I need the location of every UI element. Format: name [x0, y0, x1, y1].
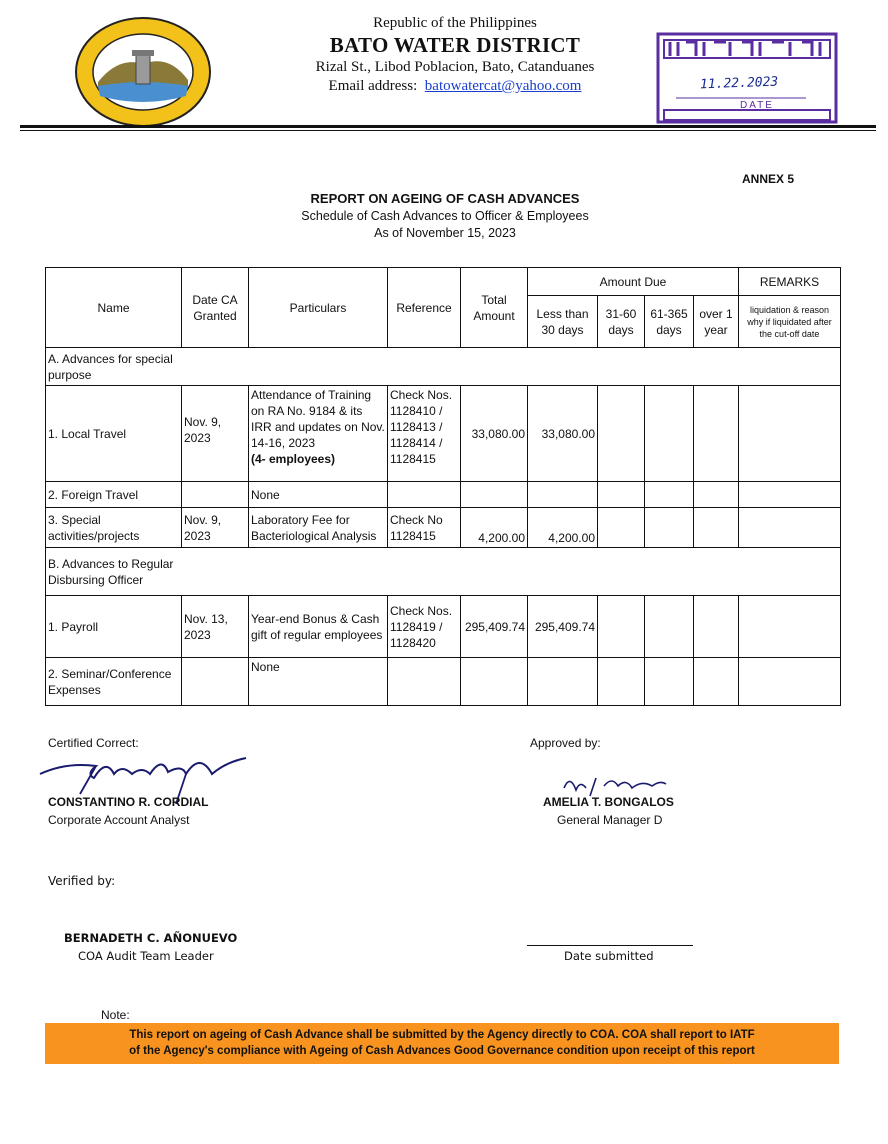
bato-water-district-seal — [74, 16, 212, 128]
row-date: Nov. 9, 2023 — [182, 386, 249, 482]
section-b-label: B. Advances to Regular Disbursing Officer — [48, 556, 174, 587]
header-row-1 — [46, 268, 841, 296]
col-date-granted: Date CA Granted — [182, 268, 249, 348]
row-less-30: 4,200.00 — [528, 508, 598, 548]
row-date: Nov. 9, 2023 — [182, 508, 249, 548]
verified-by-label: Verified by: — [48, 874, 116, 888]
report-title: REPORT ON AGEING OF CASH ADVANCES — [310, 191, 580, 206]
table-row — [46, 386, 841, 482]
letterhead — [270, 14, 640, 96]
col-name: Name — [46, 268, 182, 348]
note-label: Note: — [101, 1008, 130, 1022]
col-remarks-sub: liquidation & reason why if liquidated after the cut-off date — [739, 296, 841, 348]
approved-title: General Manager D — [557, 813, 663, 827]
section-a-label: A. Advances for special purpose — [48, 351, 173, 382]
annex-label: ANNEX 5 — [742, 172, 795, 186]
row-total: 33,080.00 — [461, 386, 528, 482]
agency-name: BATO WATER DISTRICT — [329, 33, 581, 57]
table-row — [46, 596, 841, 658]
stamp-date-word: DATE — [740, 100, 774, 111]
verified-name: BERNADETH C. AÑONUEVO — [64, 931, 238, 945]
row-particulars: Year-end Bonus & Cash gift of regular employees — [249, 596, 388, 658]
row-date: Nov. 13, 2023 — [182, 596, 249, 658]
row-less-30: 295,409.74 — [528, 596, 598, 658]
row-name: 1. Payroll — [46, 596, 182, 658]
republic-line: Republic of the Philippines — [373, 15, 537, 31]
letterhead-rule — [20, 125, 876, 128]
cash-advances-table — [45, 267, 841, 706]
note-line-2: of the Agency's compliance with Ageing of Cash Advances Good Governance condition upon receipt of this report — [129, 1045, 755, 1057]
row-particulars: Laboratory Fee for Bacteriological Analysis — [249, 508, 388, 548]
approved-by-label: Approved by: — [530, 736, 601, 750]
report-as-of: As of November 15, 2023 — [374, 226, 516, 240]
report-subtitle: Schedule of Cash Advances to Officer & Employees — [301, 209, 589, 223]
row-total: 4,200.00 — [461, 508, 528, 548]
row-reference: Check No 1128415 — [388, 508, 461, 548]
col-31-60: 31-60 days — [598, 296, 645, 348]
row-reference: Check Nos. 1128419 / 1128420 — [388, 596, 461, 658]
stamp-date: 11.22.2023 — [699, 74, 779, 93]
note-line-1: This report on ageing of Cash Advance shall be submitted by the Agency directly to COA. COA shall report to IATF — [129, 1029, 755, 1041]
section-a-row — [46, 348, 841, 386]
row-reference: Check Nos. 1128410 / 1128413 / 1128414 / 1128415 — [388, 386, 461, 482]
col-total-amount: Total Amount — [461, 268, 528, 348]
agency-address: Rizal St., Libod Poblacion, Bato, Catanduanes — [315, 59, 595, 75]
col-over-1-year: over 1 year — [694, 296, 739, 348]
approved-name: AMELIA T. BONGALOS — [543, 795, 674, 809]
note-box — [45, 1023, 839, 1064]
report-titles — [230, 190, 660, 242]
email-label: Email address: — [328, 78, 418, 94]
row-total: 295,409.74 — [461, 596, 528, 658]
row-name: 3. Special activities/projects — [46, 508, 182, 548]
col-particulars: Particulars — [249, 268, 388, 348]
row-particulars: None — [249, 482, 388, 508]
date-submitted-line — [527, 945, 693, 946]
row-particulars — [249, 386, 388, 482]
row-name: 2. Foreign Travel — [46, 482, 182, 508]
email-line — [270, 77, 640, 96]
col-reference: Reference — [388, 268, 461, 348]
row-less-30: 33,080.00 — [528, 386, 598, 482]
particulars-text: Attendance of Training on RA No. 9184 & its IRR and updates on Nov. 14-16, 2023 — [251, 388, 385, 450]
row-name: 1. Local Travel — [46, 386, 182, 482]
col-remarks: REMARKS — [739, 268, 841, 296]
table-row — [46, 508, 841, 548]
table-row — [46, 482, 841, 508]
section-b-row — [46, 548, 841, 596]
col-amount-due: Amount Due — [528, 268, 739, 296]
col-61-365: 61-365 days — [645, 296, 694, 348]
row-name: 2. Seminar/Conference Expenses — [46, 658, 182, 706]
certified-correct-label: Certified Correct: — [48, 736, 139, 750]
row-particulars: None — [249, 658, 388, 706]
certified-title: Corporate Account Analyst — [48, 813, 190, 827]
date-submitted-label: Date submitted — [564, 949, 654, 963]
email-link[interactable]: batowatercat@yahoo.com — [424, 78, 582, 94]
particulars-bold: (4- employees) — [251, 452, 336, 466]
table-row — [46, 658, 841, 706]
certified-name: CONSTANTINO R. CORDIAL — [48, 795, 209, 809]
col-less-30: Less than 30 days — [528, 296, 598, 348]
letterhead-rule-thin — [20, 130, 876, 131]
verified-title: COA Audit Team Leader — [78, 949, 214, 963]
